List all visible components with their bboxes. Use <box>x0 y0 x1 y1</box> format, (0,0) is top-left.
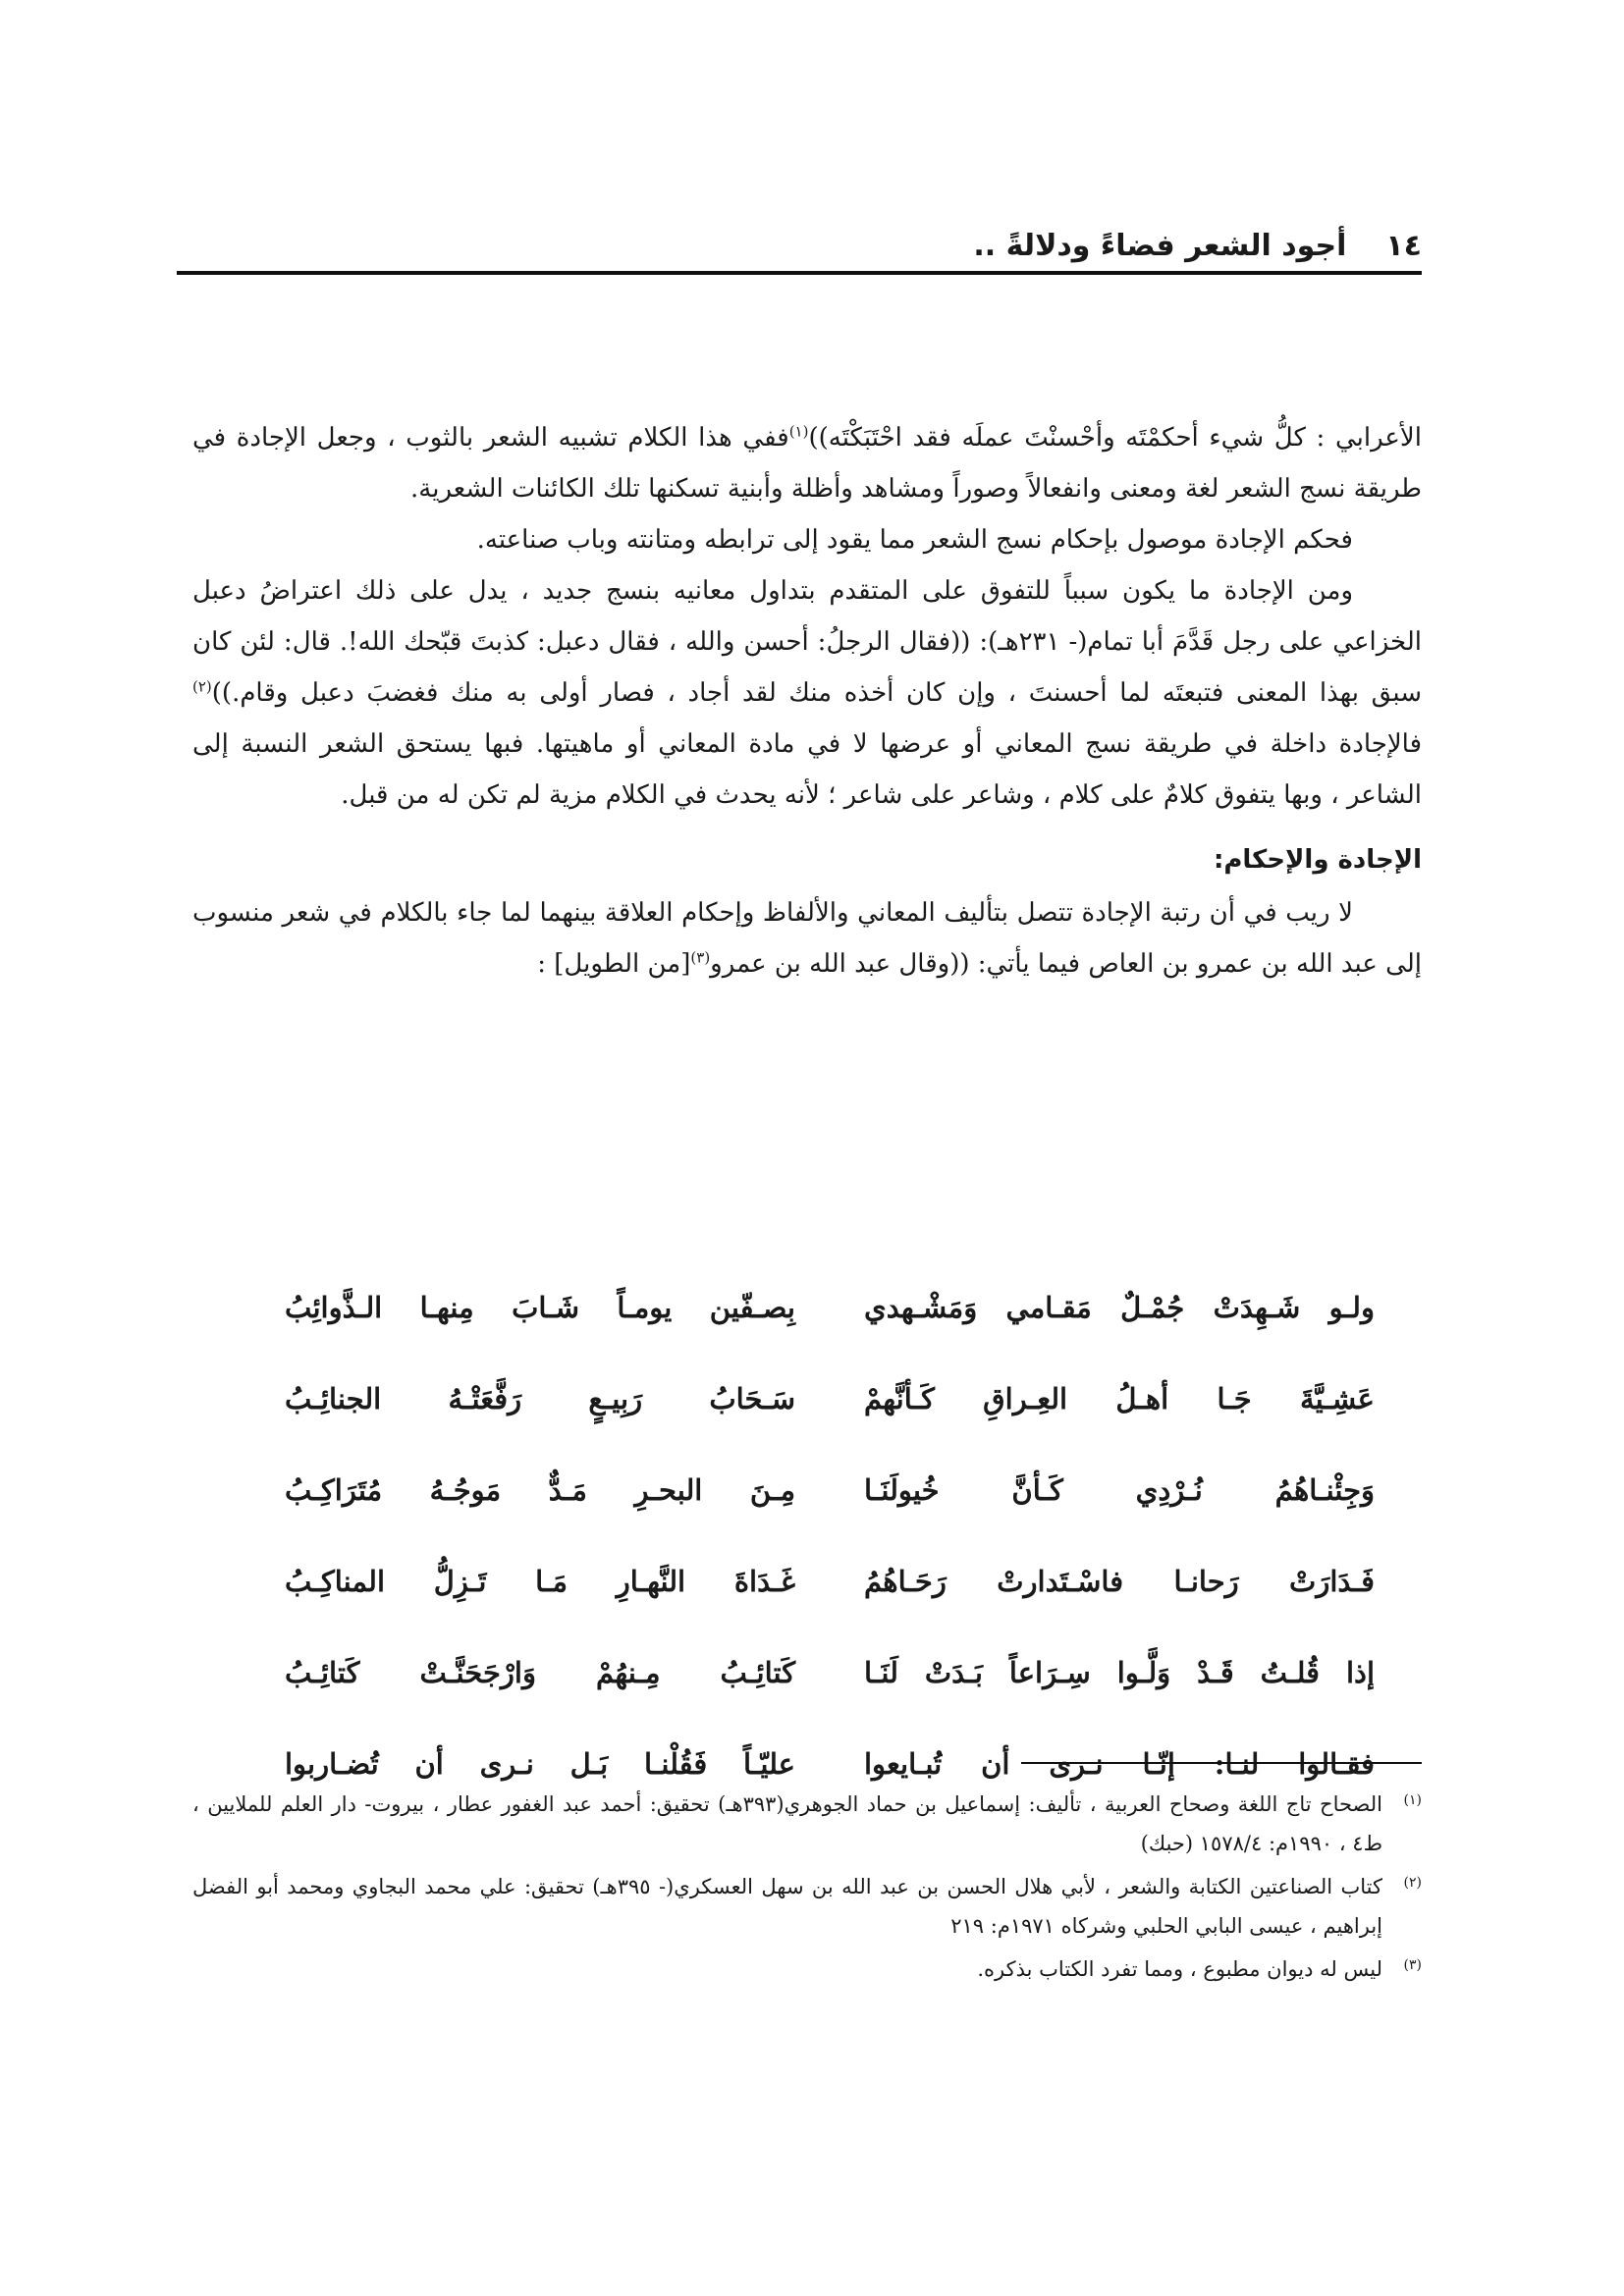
verse-first-hemistich: فَـدَارَتْ رَحانـا فاسْـتَدارتْ رَحَـاهُمُ <box>864 1564 1375 1598</box>
verse-first-hemistich: وَجِئْنـاهُمُ نُـرْدِي كَـأنَّ خُيولَنَـا <box>864 1472 1375 1507</box>
verse-second-hemistich: غَـدَاةَ النَّهـارِ مَـا تَـزِلُّ المناكِـبُ <box>285 1564 795 1598</box>
verse-second-hemistich: مِـنَ البحـرِ مَـدٌّ مَوجُـهُ مُتَرَاكِـبُ <box>285 1472 795 1507</box>
poem-verse <box>285 1627 1375 1718</box>
footnote <box>192 1949 1422 1989</box>
verse-first-hemistich: عَشِـيَّةَ جَـا أهـلُ العِـراقِ كَـأنَّهمْ <box>864 1381 1375 1415</box>
verse-first-hemistich: فقـالوا لنـا: إنّـا نـرى أن تُبـايعوا <box>864 1746 1375 1781</box>
footnote-ref-2: (٢) <box>192 677 212 696</box>
footnote <box>192 1867 1422 1946</box>
body-text <box>192 412 1422 989</box>
paragraph-4 <box>192 887 1422 989</box>
footnote-marker: (٣) <box>1403 1957 1422 1973</box>
page-header <box>177 206 1422 275</box>
poem <box>285 1261 1375 1809</box>
verse-second-hemistich: بِصـفّين يومـاً شَـابَ مِنهـا الـذَّوائِبُ <box>285 1290 795 1324</box>
poem-verse <box>285 1535 1375 1627</box>
section-heading: الإجادة والإحكام: <box>1213 845 1422 875</box>
footnote-ref-1: (١) <box>788 422 809 441</box>
footnote-text: الصحاح تاج اللغة وصحاح العربية ، تأليف: إسماعيل بن حماد الجوهري(٣٩٣هـ) تحقيق: أحمد عبد الغفور عطار ، بيروت- دار العلم للملايين ، ط٤ ، ١٩٩٠م: ١٥٧٨/٤ (حبك) <box>192 1792 1383 1855</box>
paragraph-1-text-a: الأعرابي : كلُّ شيء أحكمْتَه وأحْسنْتَ عملَه فقد احْتَبَكْتَه)) <box>808 423 1422 453</box>
footnote-divider <box>1021 1762 1422 1764</box>
footnote <box>192 1785 1422 1863</box>
running-title: أجود الشعر فضاءً ودلالةً .. <box>973 229 1347 263</box>
paragraph-3-text-b: فالإجادة داخلة في طريقة نسج المعاني أو عرضها لا في مادة المعاني أو ماهيتها. فبها يستحق الشعر النسبة إلى الشاعر ، وبها يتفوق كلامٌ على كلام ، وشاعر على شاعر ؛ لأنه يحدث في الكلام مزية لم تكن له من قبل. <box>192 729 1422 810</box>
footnote-marker: (٢) <box>1403 1875 1422 1891</box>
footnotes <box>192 1785 1422 1993</box>
paragraph-4-text-b: [من الطويل] : <box>537 949 691 979</box>
paragraph-3 <box>192 565 1422 821</box>
paragraph-1 <box>192 412 1422 514</box>
page-number: ١٤ <box>1385 229 1422 263</box>
verse-second-hemistich: سَـحَابُ رَبِيـعٍ رَفَّعَتْـهُ الجنائِـبُ <box>285 1381 795 1415</box>
footnote-text: ليس له ديوان مطبوع ، ومما تفرد الكتاب بذكره. <box>977 1957 1382 1981</box>
paragraph-2: فحكم الإجادة موصول بإحكام نسج الشعر مما يقود إلى ترابطه ومتانته وباب صناعته. <box>476 525 1353 555</box>
poem-verse <box>285 1261 1375 1353</box>
verse-second-hemistich: عليّـاً فَقُلْنـا بَـل نـرى أن تُضـاربوا <box>285 1746 795 1781</box>
verse-second-hemistich: كَتائِـبُ مِـنهُمْ وَارْجَحَنَّـتْ كَتائِـبُ <box>285 1655 795 1689</box>
footnote-text: كتاب الصناعتين الكتابة والشعر ، لأبي هلال الحسن بن عبد الله بن سهل العسكري(- ٣٩٥هـ) تحقيق: علي محمد البجاوي ومحمد أبو الفضل إبراهيم ، عيسى البابي الحلبي وشركاه ١٩٧١م: ٢١٩ <box>192 1875 1382 1938</box>
poem-verse <box>285 1353 1375 1444</box>
verse-first-hemistich: ولـو شَـهِدَتْ جُمْـلٌ مَقـامي وَمَشْـهدي <box>864 1290 1375 1324</box>
footnote-ref-3: (٣) <box>690 948 711 967</box>
poem-verse <box>285 1444 1375 1535</box>
paragraph-4-text-a: لا ريب في أن رتبة الإجادة تتصل بتأليف المعاني والألفاظ وإحكام العلاقة بينهما لما جاء بالكلام في شعر منسوب إلى عبد الله بن عمرو بن العاص فيما يأتي: ((وقال عبد الله بن عمرو <box>192 898 1422 979</box>
paragraph-1-text-b: ففي هذا الكلام تشبيه الشعر بالثوب ، وجعل الإجادة في طريقة نسج الشعر لغة ومعنى وانفعالاً وصوراً ومشاهد وأظلة وأبنية تسكنها تلك الكائنات الشعرية. <box>192 423 1422 504</box>
footnote-marker: (١) <box>1403 1792 1422 1808</box>
paragraph-3-text-a: ومن الإجادة ما يكون سبباً للتفوق على المتقدم بتداول معانيه بنسج جديد ، يدل على ذلك اعتراضُ دعبل الخزاعي على رجل قَدَّمَ أبا تمام(- ٢٣١هـ): ((فقال الرجلُ: أحسن والله ، فقال دعبل: كذبتَ قبّحك الله!. قال: لئن كان سبق بهذا المعنى فتبعتَه لما أحسنتَ ، وإن كان أخذه منك لقد أجاد ، فصار أولى به منك فغضبَ دعبل وقام.)) <box>192 576 1422 708</box>
verse-first-hemistich: إذا قُلـتُ قَـدْ وَلَّـوا سِـرَاعاً بَـدَتْ لَنَـا <box>864 1655 1375 1689</box>
